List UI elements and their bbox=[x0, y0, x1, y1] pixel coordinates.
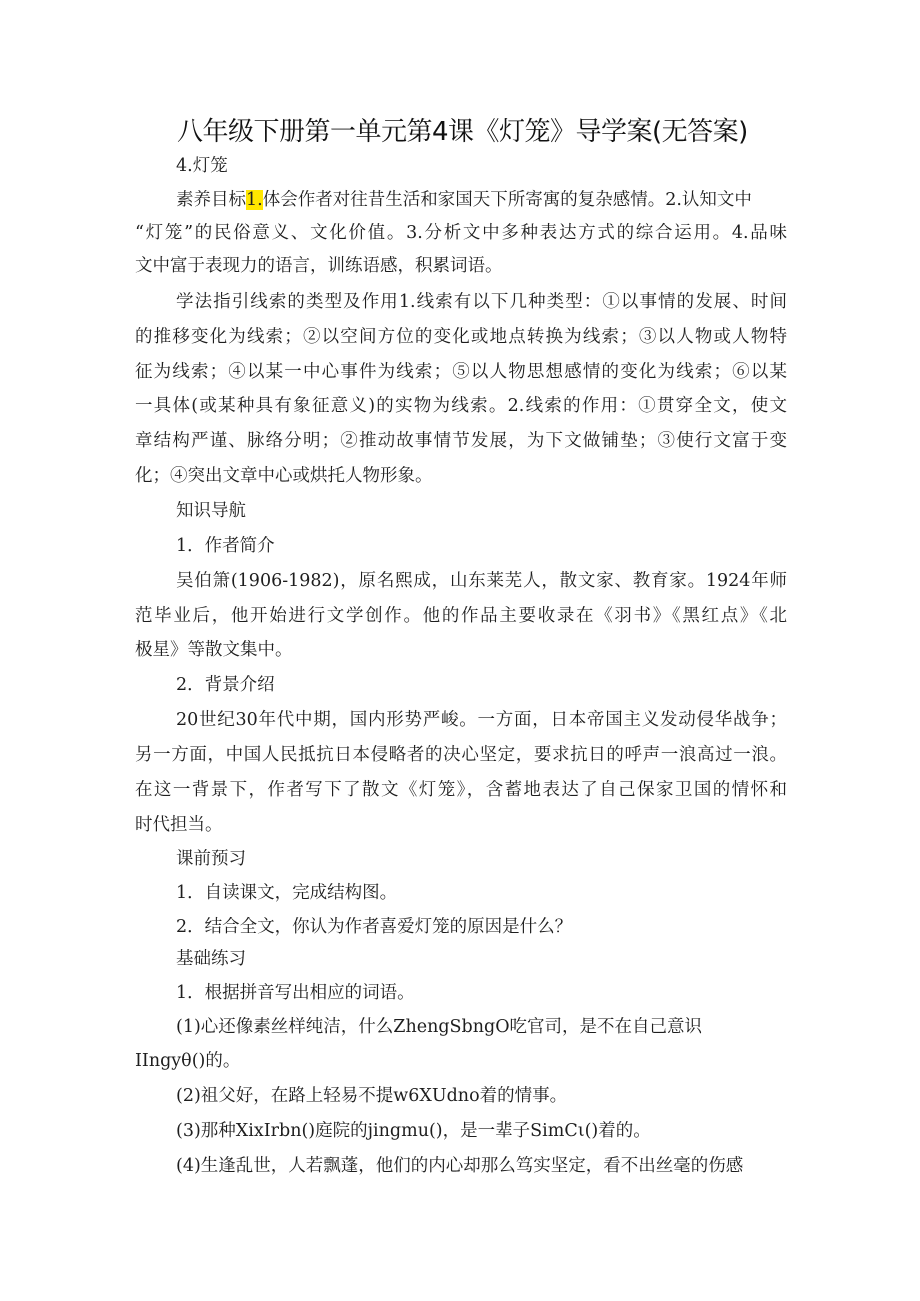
author-line-1: 吴伯箫(1906-1982)，原名熙成，山东莱芜人，散文家、教育家。1924年师 bbox=[176, 571, 787, 591]
goals-highlight-number: 1. bbox=[246, 190, 263, 210]
practice-item-2: (2)祖父好，在路上轻易不提w6XUdno着的情事。 bbox=[176, 1086, 568, 1106]
preview-heading: 课前预习 bbox=[176, 849, 246, 869]
goals-line-2: “灯笼”的民俗意义、文化价值。3.分析文中多种表达方式的综合运用。4.品味 bbox=[135, 223, 787, 243]
method-line-6: 化；④突出文章中心或烘托人物形象。 bbox=[135, 466, 433, 486]
practice-item-3: (3)那种XixIrbn()庭院的jingmu()，是一辈子SimCι()着的。 bbox=[176, 1121, 651, 1141]
background-line-3: 在这一背景下，作者写下了散文《灯笼》，含蓄地表达了自己保家卫国的情怀和 bbox=[135, 780, 787, 800]
background-heading: 2．背景介绍 bbox=[176, 675, 275, 695]
background-line-1: 20世纪30年代中期，国内形势严峻。一方面，日本帝国主义发动侵华战争； bbox=[176, 710, 787, 730]
author-line-3: 极星》等散文集中。 bbox=[135, 640, 293, 660]
document-title: 八年级下册第一单元第4课《灯笼》导学案(无答案) bbox=[177, 117, 748, 147]
method-line-4: 一具体(或某种具有象征意义)的实物为线索。2.线索的作用：①贯穿全文，使文 bbox=[135, 396, 787, 416]
method-line-3: 征为线索；④以某一中心事件为线索；⑤以人物思想感情的变化为线索；⑥以某 bbox=[135, 362, 787, 382]
lesson-heading: 4.灯笼 bbox=[176, 156, 228, 176]
background-line-2: 另一方面，中国人民抵抗日本侵略者的决心坚定，要求抗日的呼声一浪高过一浪。 bbox=[135, 745, 787, 765]
practice-item-1-line-1: (1)心还像素丝样纯洁，什么ZhengSbngO吃官司，是不在自己意识 bbox=[176, 1017, 703, 1037]
author-line-2: 范毕业后，他开始进行文学创作。他的作品主要收录在《羽书》《黑红点》《北 bbox=[135, 606, 787, 626]
method-line-1: 学法指引线索的类型及作用1.线索有以下几种类型：①以事情的发展、时间 bbox=[176, 292, 787, 312]
preview-question-2: 2．结合全文，你认为作者喜爱灯笼的原因是什么？ bbox=[176, 917, 573, 937]
goals-line-1-rest: 体会作者对往昔生活和家国天下所寄寓的复杂感情。2.认知文中 bbox=[262, 190, 752, 210]
author-heading: 1．作者简介 bbox=[176, 536, 275, 556]
method-line-5: 章结构严谨、脉络分明；②推动故事情节发展，为下文做铺垫；③使行文富于变 bbox=[135, 431, 787, 451]
knowledge-heading: 知识导航 bbox=[176, 501, 246, 521]
preview-question-1: 1．自读课文，完成结构图。 bbox=[176, 883, 398, 903]
practice-heading: 基础练习 bbox=[176, 949, 246, 969]
practice-question-1: 1．根据拼音写出相应的词语。 bbox=[176, 983, 415, 1003]
goals-line-1 bbox=[176, 184, 752, 216]
background-line-4: 时代担当。 bbox=[135, 815, 223, 835]
practice-item-4: (4)生逢乱世，人若飘蓬，他们的内心却那么笃实坚定，看不出丝毫的伤感 bbox=[176, 1156, 744, 1176]
goals-label: 素养目标 bbox=[176, 190, 246, 210]
practice-item-1-line-2: IIngyθ()的。 bbox=[135, 1051, 241, 1071]
goals-line-3: 文中富于表现力的语言，训练语感，积累词语。 bbox=[135, 256, 503, 276]
method-line-2: 的推移变化为线索；②以空间方位的变化或地点转换为线索；③以人物或人物特 bbox=[135, 327, 787, 347]
